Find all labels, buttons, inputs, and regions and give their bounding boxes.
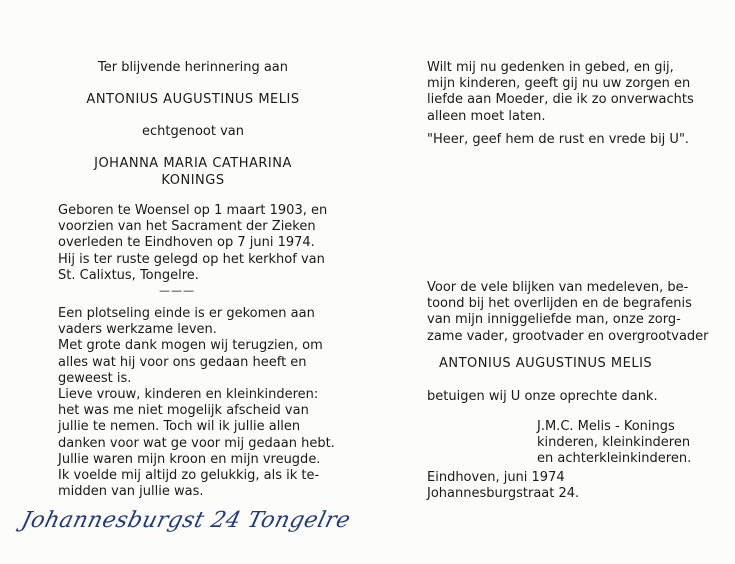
biography	[58, 203, 328, 284]
prayer-line: Wilt mij nu gedenken in gebed, en gij,	[427, 60, 674, 75]
verse-line: vaders werkzame leven.	[58, 322, 217, 338]
spouse-label: echtgenoot van	[141, 124, 244, 139]
verse-line: Ik voelde mij altijd zo gelukkig, als ik te-	[58, 468, 320, 484]
signatory-line: J.M.C. Melis - Konings	[537, 419, 675, 434]
bio-line: St. Calixtus, Tongelre.	[58, 267, 199, 283]
verse-line: midden van jullie was.	[58, 484, 204, 500]
separator: ———	[159, 284, 195, 297]
quote: "Heer, geef hem de rust en vrede bij U".	[427, 132, 690, 147]
thanks-line: zame vader, grootvader en overgrootvader	[427, 328, 709, 344]
verse-line: danken voor wat ge voor mij gedaan hebt.	[58, 435, 335, 451]
deceased-name-repeat: ANTONIUS AUGUSTINUS MELIS	[439, 356, 653, 371]
intro-text: Ter blijvende herinnering aan	[97, 60, 289, 75]
bio-line: voorzien van het Sacrament der Zieken	[58, 219, 316, 235]
verse-line: alles wat hij voor ons gedaan heeft en	[58, 354, 307, 370]
bio-line: Geboren te Woensel op 1 maart 1903, en	[58, 203, 328, 218]
deceased-name: ANTONIUS AUGUSTINUS MELIS	[86, 92, 300, 107]
verse-line: geweest is.	[58, 370, 132, 386]
prayer-line: mijn kinderen, geeft gij nu uw zorgen en	[427, 76, 691, 92]
thanks-text	[427, 280, 709, 345]
address: Johannesburgstraat 24.	[427, 486, 580, 501]
signatory-line: kinderen, kleinkinderen	[537, 435, 691, 451]
prayer-line: alleen moet laten.	[427, 108, 546, 124]
verse-line: het was me niet mogelijk afscheid van	[58, 403, 309, 419]
verse-line: Met grote dank mogen wij terugzien, om	[58, 338, 323, 354]
bio-line: Hij is ter ruste gelegd op het kerkhof van	[58, 251, 325, 267]
spouse-name-line1: JOHANNA MARIA CATHARINA	[94, 156, 292, 171]
bio-line: overleden te Eindhoven op 7 juni 1974.	[58, 235, 315, 251]
place-date: Eindhoven, juni 1974	[427, 470, 565, 485]
verse	[58, 306, 335, 500]
gratitude-line: betuigen wij U onze oprechte dank.	[427, 389, 658, 404]
signatories	[537, 419, 707, 468]
prayer-line: liefde aan Moeder, die ik zo onverwachts	[427, 92, 694, 108]
thanks-line: toond bij het overlijden en de begrafenis	[427, 296, 692, 312]
verse-line: Lieve vrouw, kinderen en kleinkinderen:	[58, 387, 319, 403]
signatory-line: en achterkleinkinderen.	[537, 451, 692, 467]
thanks-line: Voor de vele blijken van medeleven, be-	[427, 280, 689, 295]
handwritten-address: Johannesburgst 24 Tongelre	[18, 508, 354, 533]
spouse-name-line2: KONINGS	[161, 173, 225, 188]
thanks-line: van mijn inniggeliefde man, onze zorg-	[427, 312, 681, 328]
verse-line: Jullie waren mijn kroon en mijn vreugde.	[58, 451, 321, 467]
verse-line: Een plotseling einde is er gekomen aan	[58, 306, 315, 321]
prayer	[427, 60, 702, 125]
verse-line: jullie te nemen. Toch wil ik jullie allen	[58, 419, 301, 435]
right-panel	[427, 0, 709, 564]
left-panel	[58, 0, 335, 564]
